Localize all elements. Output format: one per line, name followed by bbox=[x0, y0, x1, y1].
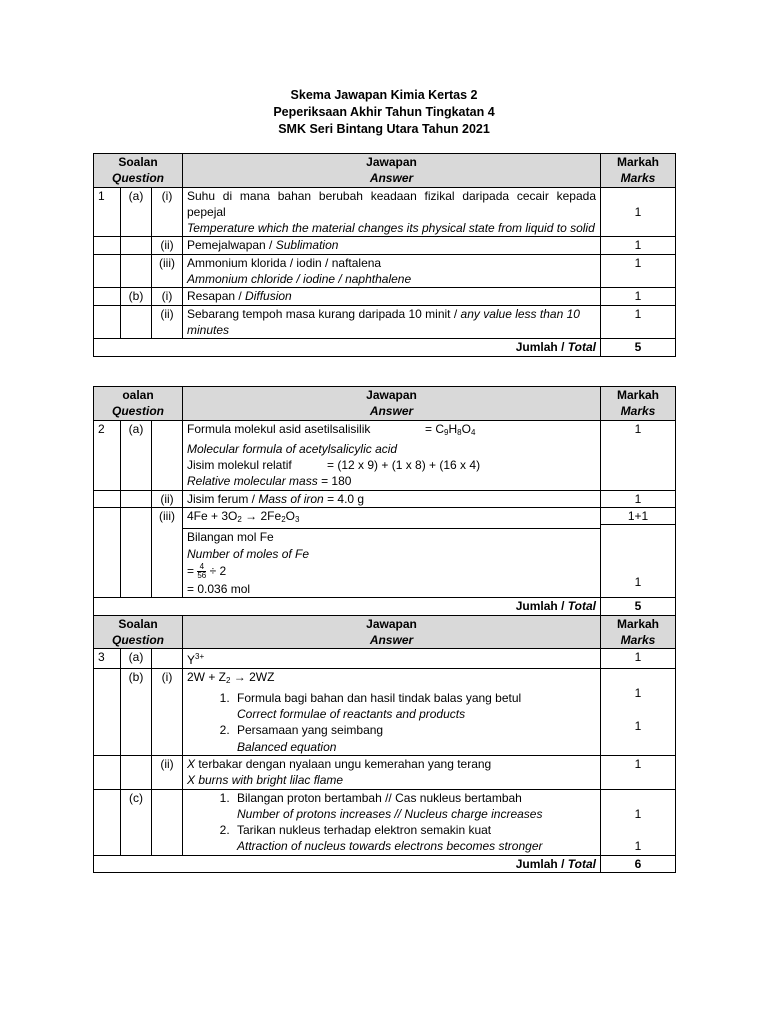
table-header-row bbox=[94, 387, 676, 421]
table-row bbox=[94, 669, 676, 755]
mark-cell: 1 bbox=[601, 237, 676, 254]
subpart-label: (ii) bbox=[152, 305, 183, 339]
table-row bbox=[94, 490, 676, 507]
total-row bbox=[94, 855, 676, 872]
question-number: 2 bbox=[94, 420, 121, 490]
mark-cell: 1 1 bbox=[601, 789, 676, 855]
mark-cell: 1 bbox=[601, 755, 676, 789]
mark-cell: 1 1 bbox=[601, 669, 676, 755]
table-header-row bbox=[94, 615, 676, 649]
table-row bbox=[94, 755, 676, 789]
answer-cell: Resapan / Diffusion bbox=[183, 288, 601, 305]
title-line-3: SMK Seri Bintang Utara Tahun 2021 bbox=[278, 122, 490, 136]
subpart-label: (i) bbox=[152, 669, 183, 755]
total-marks: 6 bbox=[601, 855, 676, 872]
answer-cell: Ammonium klorida / iodin / naftalena Ammonium chloride / iodine / naphthalene bbox=[183, 254, 601, 288]
header-marks: Markah Marks bbox=[601, 154, 676, 188]
table-row bbox=[94, 288, 676, 305]
table-row bbox=[94, 305, 676, 339]
total-label: Jumlah / Total bbox=[94, 855, 601, 872]
answer-cell bbox=[183, 789, 601, 855]
mark-cell: 1 bbox=[601, 187, 676, 237]
header-marks: Markah Marks bbox=[601, 615, 676, 649]
table-row bbox=[94, 420, 676, 490]
total-label: Jumlah / Total bbox=[94, 339, 601, 356]
answer-cell: Formula molekul asid asetilsalisilik = $C_9H_8O_4$ Molecular formula of acetylsalicylic acid Jisim molekul relatif = (12 x 9) + (1 x 8) + (16 x 4) Relative molecular mass = 180 bbox=[183, 420, 601, 490]
question-number: 3 bbox=[94, 649, 121, 669]
table-row bbox=[94, 789, 676, 855]
part-label: (b) bbox=[121, 288, 152, 305]
table-row bbox=[94, 649, 676, 669]
answer-cell: Jisim ferum / Mass of iron = 4.0 g bbox=[183, 490, 601, 507]
part-label: (a) bbox=[121, 420, 152, 490]
header-question: Soalan Question bbox=[94, 154, 183, 188]
part-label: (b) bbox=[121, 669, 152, 755]
title-line-1: Skema Jawapan Kimia Kertas 2 bbox=[290, 88, 478, 102]
subpart-label: (ii) bbox=[152, 755, 183, 789]
mark-cell: 1 bbox=[601, 420, 676, 490]
document-title bbox=[0, 87, 768, 138]
answer-cell: Pemejalwapan / Sublimation bbox=[183, 237, 601, 254]
subpart-label: (ii) bbox=[152, 490, 183, 507]
mark-cell: 1 bbox=[601, 649, 676, 669]
header-answer: Jawapan Answer bbox=[183, 154, 601, 188]
total-row bbox=[94, 598, 676, 615]
subpart-label: (ii) bbox=[152, 237, 183, 254]
table-row bbox=[94, 237, 676, 254]
mark-cell: 1 bbox=[601, 305, 676, 339]
title-line-2: Peperiksaan Akhir Tahun Tingkatan 4 bbox=[273, 105, 495, 119]
part-label: (a) bbox=[121, 187, 152, 237]
header-marks: Markah Marks bbox=[601, 387, 676, 421]
table-header-row bbox=[94, 154, 676, 188]
mark-cell: 1 bbox=[601, 288, 676, 305]
total-label: Jumlah / Total bbox=[94, 598, 601, 615]
part-label: (c) bbox=[121, 789, 152, 855]
list-item: 1. Bilangan proton bertambah // Cas nukleus bertambah Number of protons increases // Nucleus charge increases bbox=[233, 790, 596, 823]
part-label: (a) bbox=[121, 649, 152, 669]
subpart-label: (iii) bbox=[152, 508, 183, 598]
mark-cell: 1+1 1 bbox=[601, 508, 676, 598]
mark-cell: 1 bbox=[601, 490, 676, 507]
total-row bbox=[94, 339, 676, 356]
list-item: 2. Tarikan nukleus terhadap elektron semakin kuat Attraction of nucleus towards electrons becomes stronger bbox=[233, 822, 596, 855]
table-row bbox=[94, 508, 676, 598]
header-answer: Jawapan Answer bbox=[183, 615, 601, 649]
answer-cell: Suhu di mana bahan berubah keadaan fizikal daripada cecair kepada pepejal Temperature which the material changes its physical state from liquid to solid bbox=[183, 187, 601, 237]
answer-cell: Sebarang tempoh masa kurang daripada 10 minit / any value less than 10 minutes bbox=[183, 305, 601, 339]
header-answer: Jawapan Answer bbox=[183, 387, 601, 421]
list-item: 2. Persamaan yang seimbang Balanced equation bbox=[233, 722, 596, 755]
question-2-3-table bbox=[93, 386, 676, 873]
fraction: $\frac{4}{56}$ bbox=[197, 562, 207, 581]
table-row bbox=[94, 254, 676, 288]
subpart-label: (iii) bbox=[152, 254, 183, 288]
list-item: 1. Formula bagi bahan dan hasil tindak balas yang betul Correct formulae of reactants and products bbox=[233, 690, 596, 723]
subpart-label: (i) bbox=[152, 288, 183, 305]
question-1-table bbox=[93, 153, 676, 357]
mark-cell: 1 bbox=[601, 254, 676, 288]
answer-cell: $Y^{3+}$ bbox=[183, 649, 601, 669]
answer-cell: X terbakar dengan nyalaan ungu kemerahan yang terang X burns with bright lilac flame bbox=[183, 755, 601, 789]
total-marks: 5 bbox=[601, 339, 676, 356]
header-question: Soalan Question bbox=[94, 615, 183, 649]
answer-cell: $2W + Z_2 \to 2WZ$ 1. Formula bagi bahan dan hasil tindak balas yang betul Correct formulae of reactants and products 2. Persamaan yang seimbang Balanced equation bbox=[183, 669, 601, 755]
subpart-label: (i) bbox=[152, 187, 183, 237]
header-question: oalan Question bbox=[94, 387, 183, 421]
criteria-list bbox=[187, 690, 596, 755]
answer-cell: $4Fe + 3O_2 \to 2Fe_2O_3$ Bilangan mol Fe Number of moles of Fe = $\frac{4}{56}$ ÷ 2 = 0.036 mol bbox=[183, 508, 601, 598]
total-marks: 5 bbox=[601, 598, 676, 615]
question-number: 1 bbox=[94, 187, 121, 237]
criteria-list bbox=[187, 790, 596, 855]
table-row bbox=[94, 187, 676, 237]
